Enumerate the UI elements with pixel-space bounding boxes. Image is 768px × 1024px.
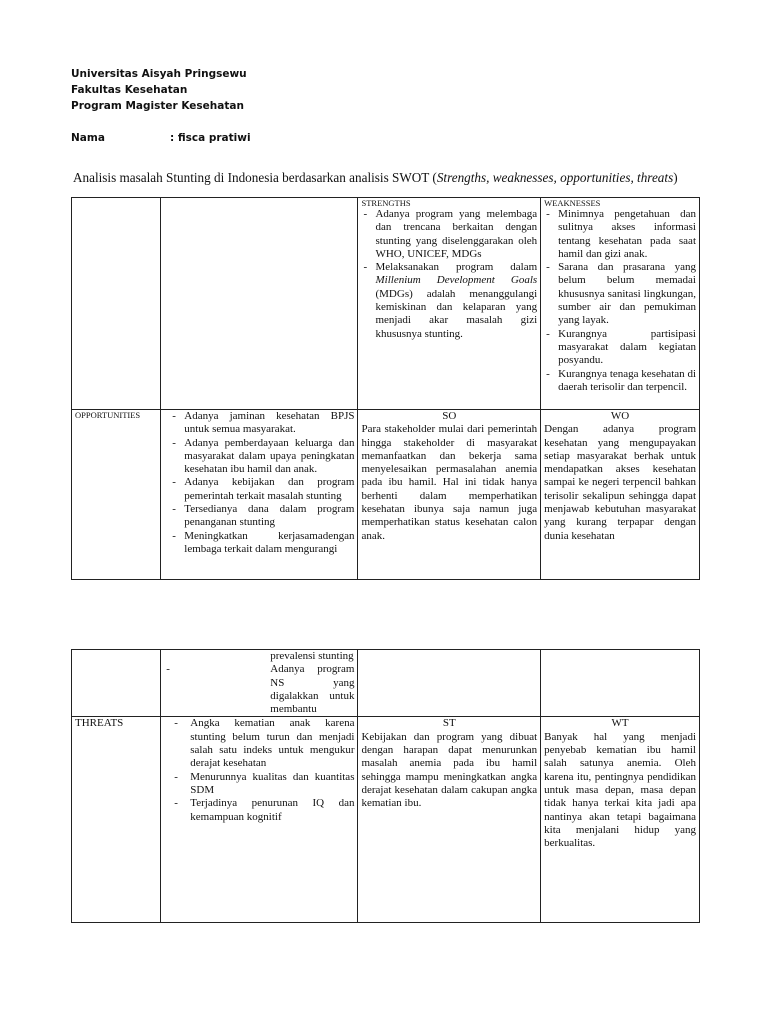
list-item: - Adanya program NS yang digalakkan untuk membantu <box>164 663 354 716</box>
wo-text: Dengan adanya program kesehatan yang mengupayakan setiap masyarakat berhak untuk mendapatkan akses kesehatan sampai ke negeri terpencil bahkan terisolir sekalipun sehingga dapat menjawab kebutuhan masyarakat yang kurang terpapar dengan dunia kesehatan <box>544 423 696 542</box>
strength-text-rest: (MDGs) adalah menanggulangi kemiskinan dan kelaparan yang menjadi akar masalah gizi khususnya stunting. <box>375 287 538 340</box>
empty-cell <box>541 650 700 717</box>
st-label: ST <box>442 717 456 730</box>
student-name-label: Nama <box>71 132 105 144</box>
so-label: SO <box>442 410 457 422</box>
title-italic: Strengths, weaknesses, opportunities, threats <box>436 170 674 185</box>
list-item: - Adanya pemberdayaan keluarga dan masyarakat dalam upaya peningkatan kesehatan ibu hamil dan anak. <box>170 437 354 477</box>
threats-list <box>164 717 354 823</box>
threats-label-cell <box>72 717 161 923</box>
strengths-cell <box>358 198 541 410</box>
document-header <box>71 66 247 114</box>
empty-cell <box>161 198 358 410</box>
empty-cell <box>358 650 541 717</box>
wt-cell <box>541 717 700 923</box>
program-name: Program Magister Kesehatan <box>71 100 244 112</box>
wt-text: Banyak hal yang menjadi penyebab kematian ibu hamil salah satunya anemia. Oleh karena itu, pentingnya pendidikan untuk masa depan, masa depan tidak hanya terkai kita jadi apa nantinya akan tetapi bagaimana kita menjalani hidup yang berkualitas. <box>544 730 696 850</box>
list-item: - Meningkatkan kerjasamadengan lembaga terkait dalam mengurangi <box>170 530 354 557</box>
title-suffix: ) <box>673 170 678 185</box>
strength-text-italic: Millenium Development Goals <box>375 274 538 287</box>
list-item: - Minimnya pengetahuan dan sulitnya akses informasi tentang kesehatan pada saat hamil dan gizi anak. <box>544 208 696 261</box>
faculty-name: Fakultas Kesehatan <box>71 84 188 96</box>
threats-cell <box>161 717 358 923</box>
strength-text: Melaksanakan program dalam <box>375 261 538 274</box>
list-item: - Sarana dan prasarana yang belum belum memadai khususnya sanitasi lingkungan, sumber air dan pemukiman yang layak. <box>544 261 696 327</box>
wo-label: WO <box>610 410 630 422</box>
opportunities-continued-list <box>164 663 354 716</box>
list-item: - Adanya jaminan kesehatan BPJS untuk semua masyarakat. <box>170 410 354 437</box>
weaknesses-cell <box>541 198 700 410</box>
swot-table-page1 <box>71 197 700 580</box>
weaknesses-list <box>544 208 696 394</box>
student-name-row <box>71 132 251 144</box>
threats-label: THREATS <box>75 717 124 730</box>
wo-cell <box>541 410 700 580</box>
strengths-header: STRENGTHS <box>361 198 411 208</box>
weaknesses-header: WEAKNESSES <box>544 198 601 208</box>
list-item: - Adanya program yang melembaga dan trencana berkaitan dengan stunting yang diselenggarakan oleh WHO, UNICEF, MDGs <box>361 208 537 261</box>
strengths-list <box>361 208 537 341</box>
opportunities-list <box>164 410 354 556</box>
table-row <box>72 650 700 717</box>
table-row <box>72 717 700 923</box>
list-item: - Menurunnya kualitas dan kuantitas SDM <box>172 771 354 798</box>
opportunities-continued-text: prevalensi stunting <box>270 650 354 662</box>
empty-cell <box>72 650 161 717</box>
so-text: Para stakeholder mulai dari pemerintah hingga stakeholder di masyarakat memanfaatkan dan bekerja sama menyelesaikan permasalahan anemia pada ibu hamil. Hal ini tidak hanya berhenti dalam memperhatikan kesehatan ibunya saja namun juga memperhatikan status kesehatan calon anak. <box>361 423 538 542</box>
wt-label: WT <box>611 717 629 730</box>
table-row <box>72 198 700 410</box>
opportunities-continued-cell <box>161 650 358 717</box>
list-item: - Tersedianya dana dalam program penanganan stunting <box>170 503 354 530</box>
university-name: Universitas Aisyah Pringsewu <box>71 68 247 80</box>
list-item: - Terjadinya penurunan IQ dan kemampuan kognitif <box>172 797 354 824</box>
table-row <box>72 410 700 580</box>
st-text: Kebijakan dan program yang dibuat dengan harapan dapat menurunkan masalah anemia pada ibu hamil sehingga mampu meningkatkan angka derajat kesehatan dalam cakupan angka kematian ibu. <box>361 730 538 810</box>
list-item <box>361 261 537 341</box>
list-item: - Kurangnya tenaga kesehatan di daerah terisolir dan terpencil. <box>544 368 696 395</box>
list-item: - Angka kematian anak karena stunting belum turun dan menjadi salah satu indeks untuk mengukur derajat kesehatan <box>172 717 354 770</box>
opportunities-label-cell <box>72 410 161 580</box>
list-item: - Adanya kebijakan dan program pemerintah terkait masalah stunting <box>170 476 354 503</box>
title-prefix: Analisis masalah Stunting di Indonesia berdasarkan analisis SWOT ( <box>73 170 437 185</box>
student-name-value: : fisca pratiwi <box>170 132 251 144</box>
st-cell <box>358 717 541 923</box>
empty-corner-cell <box>72 198 161 410</box>
opportunities-label: OPPORTUNITIES <box>75 410 141 420</box>
page-title <box>73 170 678 186</box>
swot-table-page2 <box>71 649 700 923</box>
so-cell <box>358 410 541 580</box>
opportunities-cell <box>161 410 358 580</box>
list-item: - Kurangnya partisipasi masyarakat dalam kegiatan posyandu. <box>544 328 696 368</box>
